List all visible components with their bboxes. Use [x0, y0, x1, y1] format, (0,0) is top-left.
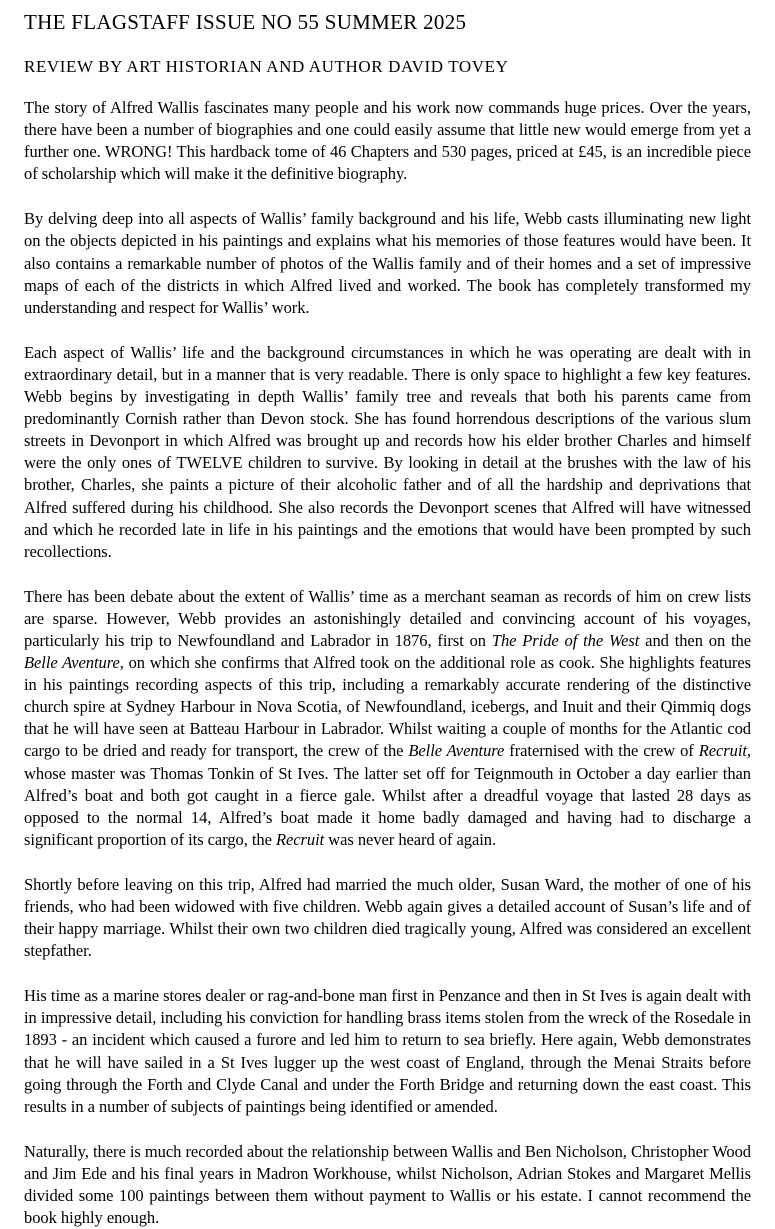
paragraph-text: was never heard of again. — [324, 829, 497, 849]
review-paragraph — [24, 874, 751, 962]
vessel-name: The Pride of the West — [491, 630, 640, 650]
review-paragraph — [24, 208, 751, 318]
paragraph-text: and then on the — [639, 630, 751, 650]
paragraph-text: The story of Alfred Wallis fascinates many people and his work now commands huge prices. Over the years, there have been a number of biographies and one could easily assume that little new would emerge from yet a further one. WRONG! This hardback tome of 46 Chapters and 530 pages, priced at £45, is an incredible piece of scholarship which will make it the definitive biography. — [24, 98, 751, 184]
paragraph-text: , on which she confirms that Alfred took on the additional role as cook. She highlights features in his paintings recording aspects of this trip, including a remarkably accurate rendering of the distinctive church spire at Sydney Harbour in Nova Scotia, of Newfoundland, icebergs, and Inuit and their Qimmiq dogs that he will have seen at Batteau Harbour in Labrador. Whilst waiting a couple of months for the Atlantic cod cargo to be dried and ready for transport, the crew of the — [24, 653, 751, 761]
paragraph-text: Each aspect of Wallis’ life and the background circumstances in which he was operating are dealt with in extraordinary detail, but in a manner that is very readable. There is only space to highlight a few key features. Webb begins by investigating in depth Wallis’ family tree and reveals that both his parents came from predominantly Cornish rather than Devon stock. She has found horrendous descriptions of the various slum streets in Devonport in which Alfred was brought up and records how his elder brother Charles and himself were the only ones of TWELVE children to survive. By looking in detail at the brushes with the law of his brother, Charles, she paints a picture of their alcoholic father and of all the hardship and deprivations that Alfred suffered during his childhood. She also records the Devonport scenes that Alfred will have witnessed and which he recorded late in life in his paintings and the emotions that would have been prompted by such recollections. — [24, 342, 751, 561]
paragraph-text: fraternised with the crew of — [504, 741, 699, 761]
review-paragraph — [24, 342, 751, 563]
review-paragraph — [24, 985, 751, 1118]
paragraph-text: By delving deep into all aspects of Wallis’ family background and his life, Webb casts illuminating new light on the objects depicted in his paintings and explains what his memories of those features would have been. It also contains a remarkable number of photos of the Wallis family and of their homes and a set of impressive maps of each of the districts in which Alfred lived and worked. The book has completely transformed my understanding and respect for Wallis’ work. — [24, 209, 751, 317]
vessel-name: Recruit — [275, 829, 325, 849]
vessel-name: Belle Aventure — [24, 653, 120, 673]
issue-title: THE FLAGSTAFF ISSUE NO 55 SUMMER 2025 — [24, 10, 467, 34]
review-paragraph — [24, 97, 751, 185]
vessel-name: Belle Aventure — [408, 741, 505, 761]
review-paragraph — [24, 586, 751, 851]
paragraph-text: There has been debate about the extent of Wallis’ time as a merchant seaman as records of him on crew lists are sparse. However, Webb provides an astonishingly detailed and convincing account of his voyages, particularly his trip to Newfoundland and Labrador in 1876, first on — [24, 586, 751, 650]
paragraph-text: His time as a marine stores dealer or rag-and-bone man first in Penzance and then in St Ives is again dealt with in impressive detail, including his conviction for handling brass items stolen from the wreck of the Rosedale in 1893 - an incident which caused a furore and led him to return to sea briefly. Here again, Webb demonstrates that he will have sailed in a St Ives lugger up the west coast of England, through the Menai Straits before going through the Forth and Clyde Canal and under the Forth Bridge and returning down the east coast. This results in a number of subjects of paintings being identified or amended. — [24, 986, 751, 1116]
review-paragraph — [24, 1141, 751, 1229]
review-byline: REVIEW BY ART HISTORIAN AND AUTHOR DAVID TOVEY — [24, 57, 509, 76]
vessel-name: Recruit — [698, 741, 747, 761]
paragraph-text: , whose master was Thomas Tonkin of St Ives. The latter set off for Teignmouth in October a day earlier than Alfred’s boat and both got caught in a fierce gale. Whilst after a dreadful voyage that lasted 28 days as opposed to the normal 14, Alfred’s boat made it home badly damaged and having had to discharge a significant proportion of its cargo, the — [24, 741, 751, 849]
paragraph-text: Naturally, there is much recorded about the relationship between Wallis and Ben Nicholson, Christopher Wood and Jim Ede and his final years in Madron Workhouse, whilst Nicholson, Adrian Stokes and Margaret Mellis divided some 100 paintings between them without payment to Wallis or his estate. I cannot recommend the book highly enough. — [24, 1141, 751, 1228]
paragraph-text: Shortly before leaving on this trip, Alfred had married the much older, Susan Ward, the mother of one of his friends, who had been widowed with five children. Webb again gives a detailed account of Susan’s life and of their happy marriage. Whilst their own two children died tragically young, Alfred was considered an excellent stepfather. — [24, 874, 751, 961]
review-body — [24, 97, 751, 1229]
